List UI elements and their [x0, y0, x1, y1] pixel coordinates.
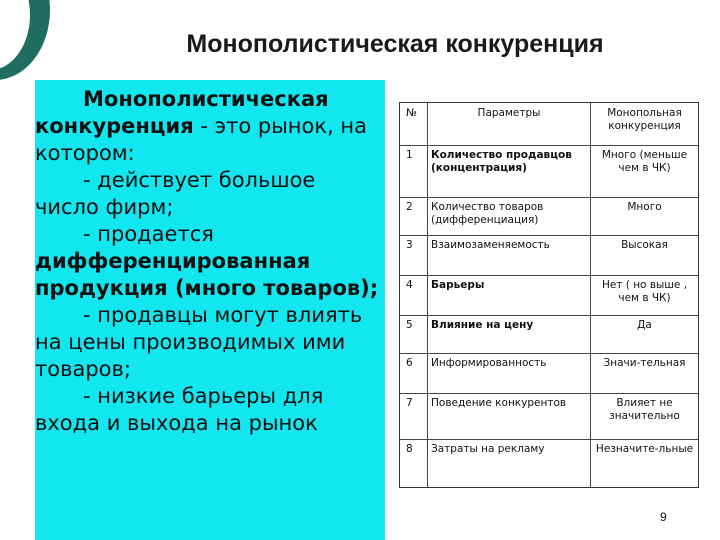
definition-item-3: - продавцы могут влиять на цены производимых ими товаров;: [35, 303, 363, 381]
row-parameter: Барьеры: [428, 275, 591, 315]
row-number: 3: [400, 235, 428, 275]
parameters-table: [399, 102, 699, 488]
definition-item-4: - низкие барьеры для входа и выхода на рынок: [35, 384, 324, 435]
row-number: 7: [400, 393, 428, 439]
slide-title: Монополистическая конкуренция: [186, 30, 604, 58]
header-parameters: Параметры: [428, 103, 591, 145]
definition-item-1: - действует большое число фирм;: [35, 168, 316, 219]
row-value: Незначите-льные: [595, 443, 694, 455]
table-row: [400, 315, 698, 354]
table-row: [400, 353, 698, 394]
header-number: №: [400, 103, 428, 145]
row-parameter: Количество товаров (дифференциация): [428, 197, 591, 235]
row-value: Много: [627, 201, 662, 213]
table-row: [400, 235, 698, 276]
table-row: [400, 145, 698, 198]
row-number: 8: [400, 439, 428, 487]
row-value: Значи-тельная: [603, 357, 686, 369]
definition-text: [35, 86, 380, 437]
definition-item-2-prefix: - продается: [83, 222, 214, 246]
definition-intro: [35, 86, 380, 167]
definition-term: Монополистическая конкуренция: [35, 87, 329, 138]
row-value: Нет ( но выше , чем в ЧК): [601, 279, 688, 304]
table-row: [400, 275, 698, 316]
definition-item-2: [35, 221, 380, 302]
table-row: [400, 439, 698, 487]
row-parameter: Информированность: [428, 353, 591, 393]
row-value: Высокая: [621, 239, 668, 251]
row-number: 5: [400, 315, 428, 353]
page-number: 9: [660, 510, 667, 524]
row-value: Да: [637, 319, 652, 331]
row-number: 4: [400, 275, 428, 315]
row-parameter: Поведение конкурентов: [428, 393, 591, 439]
row-number: 6: [400, 353, 428, 393]
row-parameter: Затраты на рекламу: [428, 439, 591, 487]
row-number: 1: [400, 145, 428, 197]
table-row: [400, 393, 698, 440]
table-header-row: [400, 103, 698, 146]
row-number: 2: [400, 197, 428, 235]
row-parameter: Взаимозаменяемость: [428, 235, 591, 275]
definition-item-2-bold: дифференцированная продукция (много товаров);: [35, 249, 379, 300]
row-value: Влияет не значительно: [609, 397, 680, 422]
definition-intro-rest: - это рынок, на котором:: [35, 114, 368, 165]
row-parameter: Количество продавцов (концентрация): [428, 145, 591, 197]
table-row: [400, 197, 698, 236]
row-parameter: Влияние на цену: [428, 315, 591, 353]
header-monopolistic-competition: Монопольная конкуренция: [607, 107, 682, 132]
row-value: Много (меньше чем в ЧК): [601, 149, 688, 174]
